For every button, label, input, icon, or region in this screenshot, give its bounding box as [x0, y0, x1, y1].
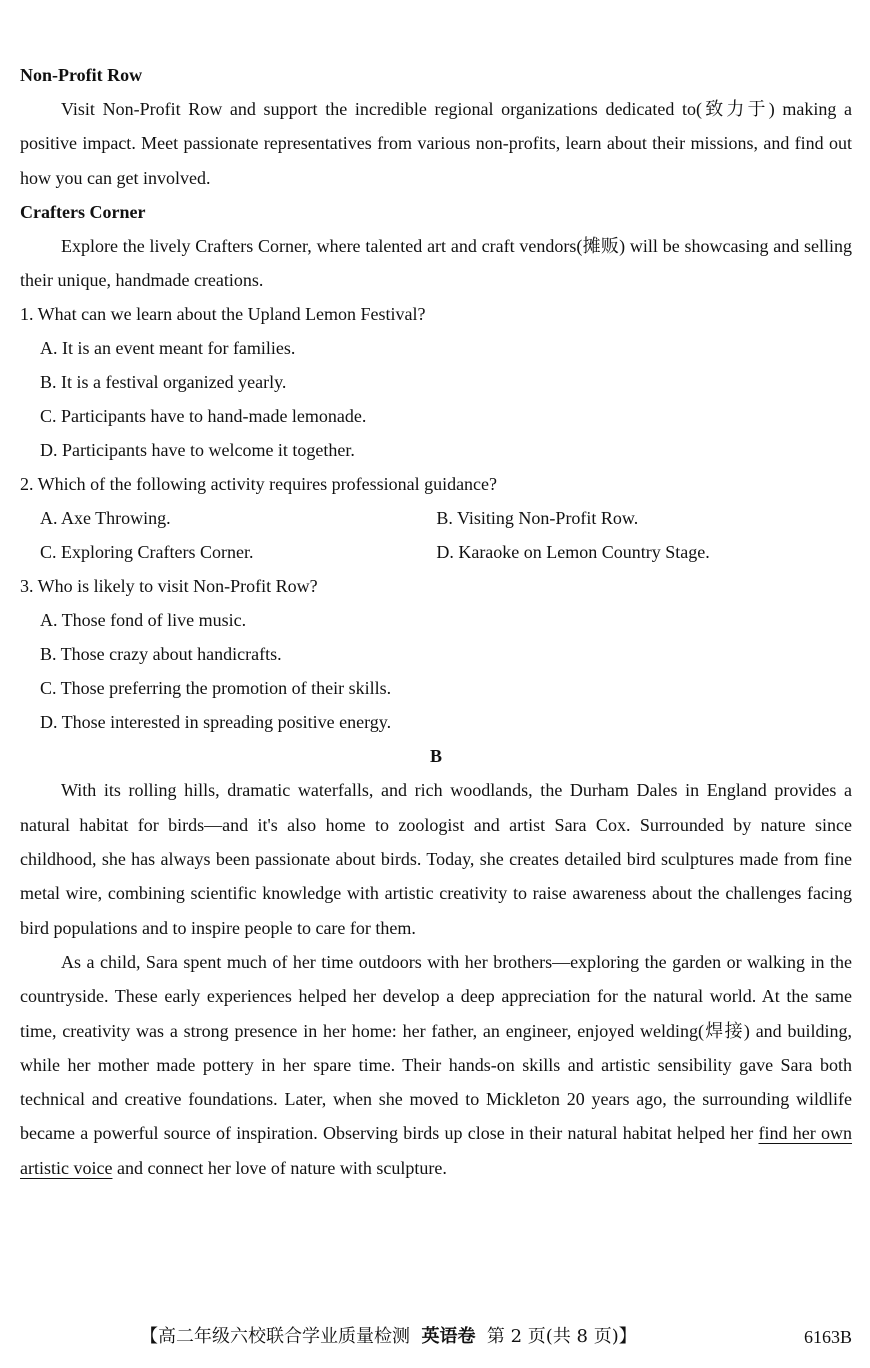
question-2-option-d: D. Karaoke on Lemon Country Stage. — [436, 542, 710, 563]
question-2-stem: 2. Which of the following activity requires professional guidance? — [20, 474, 498, 495]
section-title-nonprofit: Non-Profit Row — [20, 65, 143, 85]
question-2-option-c: C. Exploring Crafters Corner. — [40, 542, 254, 563]
question-3-option-c: C. Those preferring the promotion of their skills. — [40, 678, 392, 699]
section-text-nonprofit: Visit Non-Profit Row and support the incredible regional organizations dedicated to(致力于) making a positive impact. Meet passionate representatives from various non-profits, learn about their missions, and find out how you can get involved. — [20, 99, 852, 188]
footer-page-number: 第 2 页(共 8 页)】 — [486, 1326, 637, 1347]
footer-subject: 英语卷 — [421, 1326, 476, 1347]
footer-exam-info — [140, 1322, 637, 1352]
question-1-option-b: B. It is a festival organized yearly. — [40, 372, 287, 393]
passage-b-paragraph-2-start: As a child, Sara spent much of her time outdoors with her brothers—exploring the garden or walking in the countryside. These early experiences helped her develop a deep appreciation for the natural world. At the same time, creativity was a strong presence in her home: her father, an engineer, enjoyed welding(焊接) and building, while her mother made pottery in her spare time. Their hands-on skills and artistic sensibility gave Sara both technical and creative foundations. Later, when she moved to Mickleton 20 years ago, the surrounding wildlife became a powerful source of inspiration. Observing birds up close in their natural habitat helped her — [20, 951, 852, 1144]
document-page — [20, 58, 852, 1185]
passage-b-paragraph-1: With its rolling hills, dramatic waterfalls, and rich woodlands, the Durham Dales in England provides a natural habitat for birds—and it's also home to zoologist and artist Sara Cox. Surrounded by nature since childhood, she has always been passionate about birds. Today, she creates detailed bird sculptures made from fine metal wire, combining scientific knowledge with artistic creativity to raise awareness about the challenges facing bird populations and to inspire people to care for them. — [20, 780, 852, 938]
question-2-options-row-2 — [20, 535, 852, 569]
question-1-option-c: C. Participants have to hand-made lemonade. — [40, 406, 367, 427]
footer-paper-code: 6163B — [803, 1327, 852, 1347]
section-title-crafters: Crafters Corner — [20, 201, 146, 222]
question-3-option-b: B. Those crazy about handicrafts. — [40, 644, 282, 665]
question-3-option-a: A. Those fond of live music. — [40, 610, 247, 631]
question-2-options-row-1 — [20, 501, 852, 535]
footer-exam-name: 【高二年级六校联合学业质量检测 — [140, 1326, 410, 1347]
question-3-option-d: D. Those interested in spreading positive energy. — [40, 712, 392, 733]
question-1-option-a: A. It is an event meant for families. — [40, 338, 296, 359]
passage-b-letter: B — [429, 746, 442, 767]
underlined-phrase: find her own artistic voice — [20, 1123, 852, 1178]
page-footer — [0, 1322, 870, 1352]
question-3-stem: 3. Who is likely to visit Non-Profit Row? — [20, 576, 318, 597]
question-1-stem: 1. What can we learn about the Upland Lemon Festival? — [20, 304, 426, 325]
passage-b-paragraph-2-end: and connect her love of nature with sculpture. — [112, 1157, 447, 1178]
question-1-option-d: D. Participants have to welcome it together. — [40, 440, 355, 461]
section-text-crafters: Explore the lively Crafters Corner, where talented art and craft vendors(摊贩) will be showcasing and selling their unique, handmade creations. — [20, 235, 852, 291]
question-2-option-a: A. Axe Throwing. — [40, 508, 171, 529]
question-2-option-b: B. Visiting Non-Profit Row. — [436, 508, 639, 529]
passage-b-paragraph-2 — [20, 945, 852, 1185]
